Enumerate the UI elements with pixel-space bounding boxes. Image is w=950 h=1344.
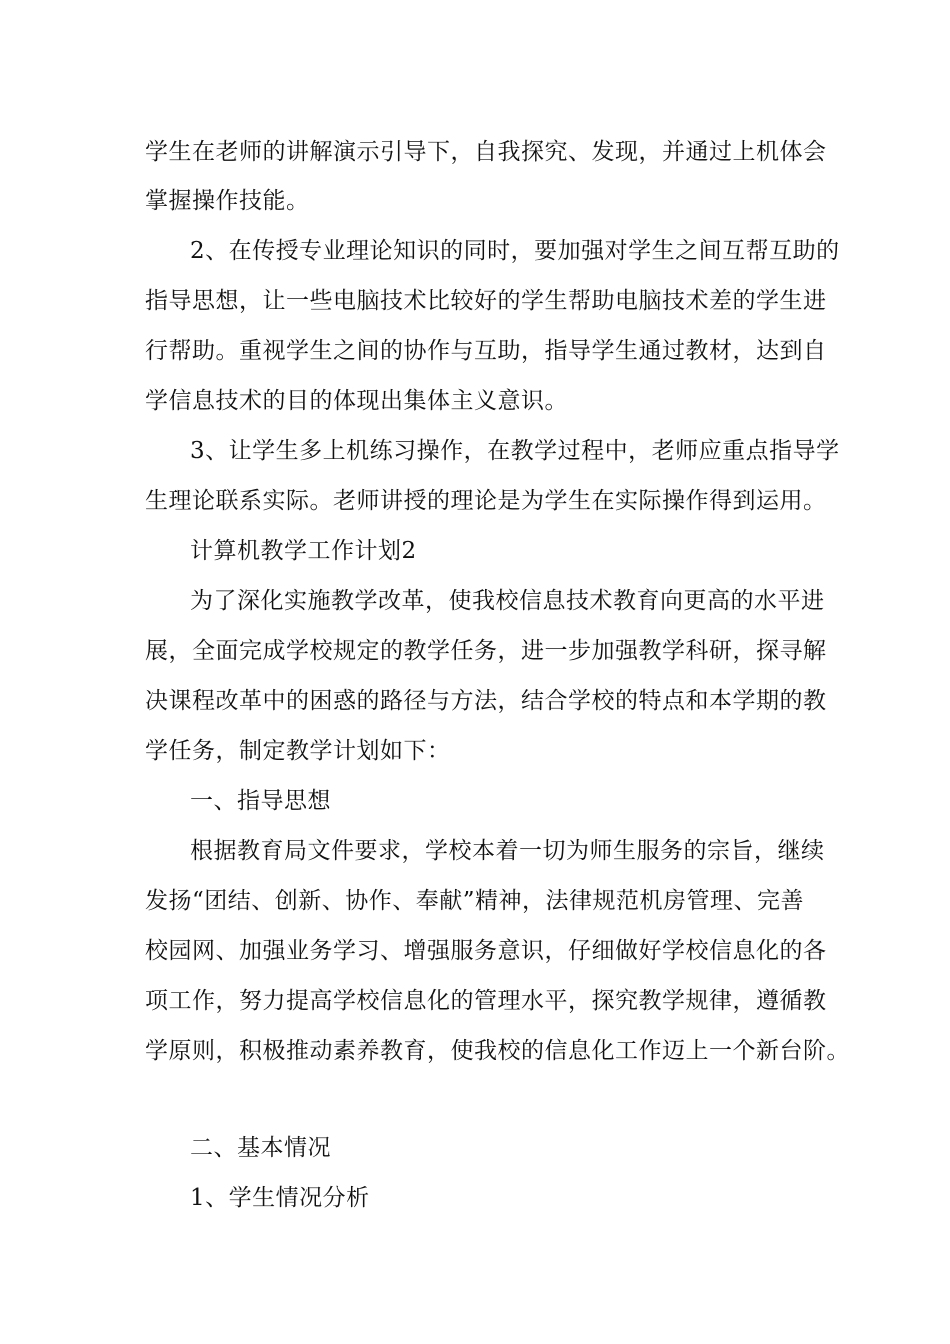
text-line: 展，全面完成学校规定的教学任务，进一步加强教学科研，探寻解 (145, 638, 827, 664)
text-line: 生理论联系实际。老师讲授的理论是为学生在实际操作得到运用。 (145, 488, 827, 514)
text-line: 学任务，制定教学计划如下： (145, 738, 451, 764)
text-line: 3、让学生多上机练习操作，在教学过程中，老师应重点指导学 (190, 438, 840, 464)
section-heading: 二、基本情况 (190, 1135, 331, 1161)
section-heading: 一、指导思想 (190, 788, 331, 814)
text-line: 发扬“团结、创新、协作、奉献”精神，法律规范机房管理、完善 (145, 888, 805, 914)
text-line: 校园网、加强业务学习、增强服务意识，仔细做好学校信息化的各 (145, 938, 827, 964)
subsection-heading: 1、学生情况分析 (190, 1185, 370, 1211)
text-line: 学原则，积极推动素养教育，使我校的信息化工作迈上一个新台阶。 (145, 1038, 850, 1064)
text-line: 学生在老师的讲解演示引导下，自我探究、发现，并通过上机体会 (145, 139, 827, 165)
text-line: 学信息技术的目的体现出集体主义意识。 (145, 388, 568, 414)
text-line: 指导思想，让一些电脑技术比较好的学生帮助电脑技术差的学生进 (145, 288, 827, 314)
section-heading: 计算机教学工作计划2 (190, 538, 417, 564)
text-line: 项工作，努力提高学校信息化的管理水平，探究教学规律，遵循教 (145, 988, 827, 1014)
text-line: 掌握操作技能。 (145, 188, 310, 214)
text-line: 根据教育局文件要求，学校本着一切为师生服务的宗旨，继续 (190, 838, 825, 864)
text-line: 行帮助。重视学生之间的协作与互助，指导学生通过教材，达到自 (145, 338, 827, 364)
text-line: 为了深化实施教学改革，使我校信息技术教育向更高的水平进 (190, 588, 825, 614)
text-line: 2、在传授专业理论知识的同时，要加强对学生之间互帮互助的 (190, 238, 840, 264)
text-line: 决课程改革中的困惑的路径与方法，结合学校的特点和本学期的教 (145, 688, 827, 714)
